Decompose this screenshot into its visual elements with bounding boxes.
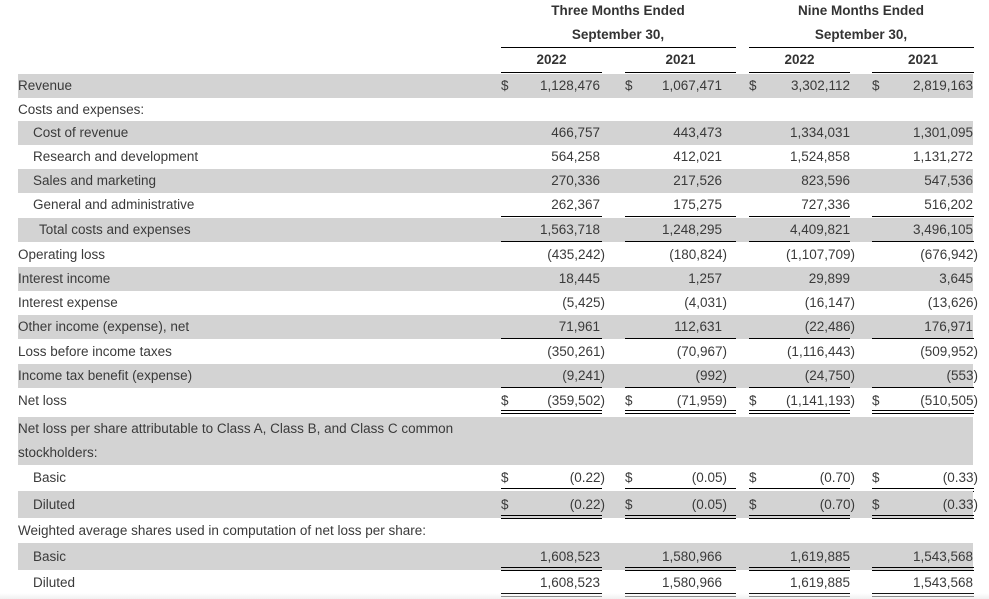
value-cell: 1,543,568 — [912, 549, 973, 564]
currency-symbol: $ — [749, 78, 757, 93]
currency-symbol: $ — [625, 497, 633, 512]
header-three-months: Three Months Ended — [551, 3, 685, 18]
currency-symbol: $ — [501, 393, 509, 408]
value-cell: (435,242) — [547, 247, 605, 262]
header-rule-nine-months — [749, 47, 974, 48]
subtotal-rule — [625, 387, 736, 388]
row-label: Weighted average shares used in computation of net loss per share: — [18, 523, 426, 538]
row-label: Interest income — [18, 271, 111, 286]
row-label: Diluted — [33, 575, 76, 590]
year-header-9m-2022: 2022 — [784, 52, 815, 67]
currency-symbol: $ — [625, 470, 633, 485]
row-label: Other income (expense), net — [18, 319, 190, 334]
value-cell: 1,608,523 — [539, 549, 600, 564]
total-double-rule — [749, 410, 850, 414]
row-label: Total costs and expenses — [39, 222, 191, 237]
value-cell: 1,067,471 — [661, 78, 722, 93]
header-nine-months-date: September 30, — [814, 27, 908, 42]
table-row — [18, 243, 978, 267]
value-cell: 1,543,568 — [912, 575, 973, 590]
row-label: Income tax benefit (expense) — [18, 368, 193, 383]
currency-symbol: $ — [749, 393, 757, 408]
value-cell: (350,261) — [547, 344, 605, 359]
subtotal-rule — [501, 338, 602, 339]
header-three-months-date: September 30, — [571, 27, 665, 42]
value-cell: 516,202 — [924, 197, 973, 212]
value-cell: (70,967) — [676, 344, 727, 359]
value-cell: (0.22) — [569, 497, 605, 512]
subtotal-rule — [501, 241, 602, 242]
table-row — [18, 491, 978, 518]
value-cell: 3,302,112 — [790, 78, 850, 93]
value-cell: (24,750) — [804, 368, 855, 383]
total-double-rule — [625, 410, 736, 414]
value-cell: (5,425) — [562, 295, 605, 310]
currency-symbol: $ — [501, 497, 509, 512]
value-cell: 1,301,095 — [912, 125, 973, 140]
year-header-q-2021: 2021 — [665, 52, 696, 67]
value-cell: 466,757 — [551, 125, 600, 140]
subtotal-rule — [749, 338, 850, 339]
value-cell: (510,505) — [920, 393, 978, 408]
subtotal-rule — [872, 216, 974, 217]
table-row — [18, 417, 973, 465]
currency-symbol: $ — [872, 78, 880, 93]
value-cell: (1,107,709) — [785, 247, 855, 262]
row-label: Diluted — [33, 497, 76, 512]
value-cell: (553) — [946, 368, 978, 383]
value-cell: (180,824) — [669, 247, 727, 262]
table-row — [18, 267, 973, 291]
value-cell: (0.05) — [691, 497, 727, 512]
value-cell: 71,961 — [558, 319, 600, 334]
value-cell: 443,473 — [673, 125, 722, 140]
currency-symbol: $ — [872, 497, 880, 512]
value-cell: 270,336 — [551, 173, 600, 188]
subtotal-rule — [872, 387, 974, 388]
bottom-fade — [0, 593, 989, 599]
row-label: Basic — [33, 470, 67, 485]
row-label: Sales and marketing — [33, 173, 157, 188]
value-cell: (71,959) — [676, 393, 727, 408]
currency-symbol: $ — [872, 470, 880, 485]
value-cell: (22,486) — [804, 319, 855, 334]
currency-symbol: $ — [625, 393, 633, 408]
value-cell: (1,141,193) — [785, 393, 855, 408]
value-cell: 3,645 — [939, 271, 973, 286]
value-cell: 3,496,105 — [912, 222, 973, 237]
table-row — [18, 121, 973, 145]
table-row — [18, 291, 978, 315]
value-cell: (0.70) — [819, 497, 855, 512]
value-cell: (359,502) — [547, 393, 605, 408]
subtotal-rule — [749, 241, 850, 242]
currency-symbol: $ — [749, 470, 757, 485]
row-label: General and administrative — [33, 197, 195, 212]
value-cell: (13,626) — [927, 295, 978, 310]
year-header-q-2022: 2022 — [536, 52, 567, 67]
row-label: Operating loss — [18, 247, 106, 262]
table-row — [18, 218, 973, 242]
value-cell: 547,536 — [924, 173, 973, 188]
table-row — [18, 74, 973, 98]
value-cell: (16,147) — [804, 295, 855, 310]
subtotal-rule — [872, 241, 974, 242]
value-cell: (4,031) — [684, 295, 727, 310]
value-cell: 18,445 — [558, 271, 600, 286]
subtotal-rule — [749, 216, 850, 217]
table-row — [18, 98, 973, 121]
year-rule — [749, 72, 850, 73]
total-double-rule — [872, 410, 974, 414]
value-cell: 1,131,272 — [912, 149, 973, 164]
value-cell: (0.70) — [819, 470, 855, 485]
value-cell: 1,619,885 — [789, 549, 850, 564]
value-cell: 1,619,885 — [789, 575, 850, 590]
value-cell: 1,580,966 — [661, 549, 722, 564]
table-row — [18, 193, 973, 217]
value-cell: 1,257 — [688, 271, 722, 286]
subtotal-rule — [625, 338, 736, 339]
value-cell: 1,608,523 — [539, 575, 600, 590]
subtotal-rule — [749, 387, 850, 388]
table-row — [18, 543, 973, 570]
row-label: Costs and expenses: — [18, 102, 145, 117]
row-label: Revenue — [18, 78, 73, 93]
subtotal-rule — [625, 241, 736, 242]
table-row — [18, 389, 978, 413]
value-cell: (0.05) — [691, 470, 727, 485]
subtotal-rule — [872, 338, 974, 339]
row-label: Interest expense — [18, 295, 118, 310]
subtotal-rule — [501, 387, 602, 388]
value-cell: 727,336 — [801, 197, 850, 212]
header-nine-months: Nine Months Ended — [798, 3, 924, 18]
value-cell: 1,248,295 — [661, 222, 722, 237]
table-row — [18, 145, 973, 169]
table-row — [18, 465, 978, 491]
currency-symbol: $ — [625, 78, 633, 93]
year-rule — [872, 72, 974, 73]
value-cell: (0.33) — [942, 497, 978, 512]
value-cell: 564,258 — [551, 149, 600, 164]
value-cell: 29,899 — [808, 271, 850, 286]
table-row — [18, 340, 978, 364]
subtotal-rule — [501, 216, 602, 217]
table-row — [18, 518, 973, 543]
table-row — [18, 364, 978, 388]
value-cell: 1,563,718 — [539, 222, 600, 237]
row-label: Net loss per share attributable to Class A, Class B, and Class C common stockholders: — [18, 421, 454, 460]
value-cell: 4,409,821 — [789, 222, 850, 237]
total-double-rule — [501, 410, 602, 414]
value-cell: 2,819,163 — [912, 78, 973, 93]
table-row — [18, 169, 973, 193]
subtotal-rule — [625, 216, 736, 217]
value-cell: (0.22) — [569, 470, 605, 485]
value-cell: 1,128,476 — [539, 78, 600, 93]
value-cell: 1,524,858 — [789, 149, 850, 164]
row-label: Net loss — [18, 393, 67, 408]
value-cell: 176,971 — [924, 319, 973, 334]
row-label: Cost of revenue — [33, 125, 129, 140]
currency-symbol: $ — [501, 78, 509, 93]
year-header-9m-2021: 2021 — [907, 52, 939, 67]
table-row — [18, 315, 973, 339]
year-rule — [625, 72, 736, 73]
value-cell: (509,952) — [920, 344, 978, 359]
currency-symbol: $ — [501, 470, 509, 485]
value-cell: (0.33) — [942, 470, 978, 485]
value-cell: 823,596 — [801, 173, 850, 188]
value-cell: 412,021 — [673, 149, 722, 164]
value-cell: 1,580,966 — [661, 575, 722, 590]
value-cell: 175,275 — [673, 197, 722, 212]
currency-symbol: $ — [872, 393, 880, 408]
value-cell: 262,367 — [551, 197, 600, 212]
value-cell: 217,526 — [673, 173, 722, 188]
value-cell: 112,631 — [674, 319, 722, 334]
header-rule-three-months — [501, 47, 736, 48]
value-cell: (9,241) — [562, 368, 605, 383]
value-cell: (676,942) — [920, 247, 978, 262]
currency-symbol: $ — [749, 497, 757, 512]
value-cell: (1,116,443) — [786, 344, 855, 359]
value-cell: (992) — [695, 368, 727, 383]
row-label: Basic — [33, 549, 67, 564]
row-label: Loss before income taxes — [18, 344, 172, 359]
year-rule — [501, 72, 602, 73]
value-cell: 1,334,031 — [789, 125, 850, 140]
row-label: Research and development — [33, 149, 199, 164]
